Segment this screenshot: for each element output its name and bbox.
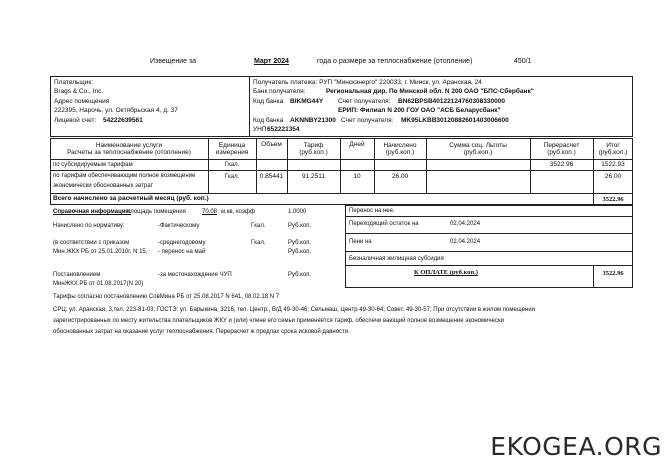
area-text: площадь помещения	[127, 209, 186, 215]
th-total	[593, 139, 633, 159]
fact-rub: Руб.коп.	[288, 223, 312, 229]
row2-volume: 0.85441	[259, 173, 284, 181]
th-tariff-line2: (руб.коп.)	[299, 149, 328, 156]
avg-unit: Гкал.	[251, 240, 266, 246]
avg-label: -среднегодовому	[158, 240, 206, 246]
row1-recalc: 3522.96	[549, 161, 574, 169]
local-label: -за местонахождение ЧУП	[158, 272, 232, 278]
payer-label: Плательщик:	[54, 79, 94, 86]
th-recalc-line2: (руб.коп.)	[547, 149, 576, 156]
footer-line-3: обоснованных затрат на оказание услуг теплоснабжения. Перерасчет ж предлах срока исковой давности.	[53, 329, 350, 335]
unp-value: 652221354	[267, 126, 300, 133]
th-benefit	[426, 139, 530, 159]
grand-total-value: 3522.96	[602, 195, 624, 203]
payer-account-label: Лицевой счет:	[54, 117, 97, 124]
bank-code: BIKMG44Y	[290, 98, 324, 105]
coef-value: 1.0000	[288, 209, 307, 215]
th-charged	[374, 139, 426, 159]
row2-unit: Гкал.	[224, 173, 240, 180]
th-benefit-line1: Сумма соц. Льготы	[449, 141, 507, 149]
bank-code2: AKNNBY21300	[290, 117, 336, 124]
local-rub: Руб.коп.	[288, 272, 312, 278]
th-benefit-line2: (руб.коп.)	[463, 149, 493, 156]
row2-tariff: 91.2511	[301, 173, 325, 181]
overdue-label: Переходящий остаток на	[349, 221, 419, 227]
area-value: 70.08	[202, 209, 218, 215]
right-panel-divider	[345, 265, 633, 266]
th-service-line2: Расчеты за теплоснабжение (отопление)	[67, 149, 191, 156]
header-suffix: года о размере за теплоснабжение (отопление)	[317, 58, 473, 65]
footer-line-2: зарегистрированных по месту жительства плательщиков ЖКУ и (или) члене его семьи применяется тариф, обеспечи вающий полное возмещение экономически	[53, 318, 504, 324]
unp-label: УНП	[253, 126, 267, 133]
recipient-account: BN62BPSB40122124760308330000	[398, 98, 505, 105]
avg-rub: Руб.коп.	[288, 240, 312, 246]
fact-label: -Фактическому	[158, 223, 200, 229]
account2-label: Счет получателя:	[341, 117, 394, 124]
penalty-label: Пени на	[349, 239, 372, 245]
header-number: 450/1	[514, 58, 532, 65]
erip-line: ЕРИП: Филиал N 200 ГОУ ОАО "АСБ Беларусбанк"	[338, 107, 501, 114]
th-tariff-line1: Тариф	[303, 141, 324, 149]
area-unit: м.кв, коэфф	[221, 209, 255, 215]
watermark-logo: EKOGEA.ORG	[490, 432, 662, 461]
th-service-line1: Наименование услуги	[95, 141, 163, 149]
payer-address-label: Адрес помещения	[54, 98, 110, 105]
th-total-line1: Итог	[606, 141, 620, 149]
th-recalc-line1: Перерасчет	[543, 141, 580, 149]
th-days: Дней	[349, 141, 365, 149]
th-recalc	[530, 139, 593, 159]
right-panel-divider	[345, 251, 633, 252]
th-unit	[208, 139, 256, 159]
th-unit-line2: измерения	[215, 149, 249, 156]
subsidy-label: Безналичная жилищная субсидия	[349, 256, 444, 262]
transfer-label: Перенос на нее.	[349, 208, 395, 214]
may-rub: Руб.коп.	[288, 249, 312, 255]
th-service	[50, 139, 208, 159]
th-charged-line2: (руб.коп.)	[385, 149, 415, 156]
fact-unit: Гкал.	[251, 223, 266, 229]
right-panel-divider	[345, 216, 633, 217]
payer-account: 54222639561	[103, 117, 143, 124]
row2-total: 26.00	[604, 173, 622, 181]
info-title: Справочная информация:	[53, 209, 132, 215]
recipient-account2: MK95LKBB30120882601403006600	[401, 117, 509, 124]
row2-service: по тарифам обеспечивающим полное возмещение	[53, 173, 196, 179]
header-period: Март 2024	[254, 58, 289, 65]
table-total-divider	[50, 193, 633, 194]
post-label-2: МинЖКХ РБ от 01.08.2017(N 20)	[53, 281, 144, 287]
right-panel-divider	[345, 233, 633, 234]
grand-total-label: Всего начислено за расчетный месяц (руб. коп.)	[53, 195, 209, 202]
th-volume: Объем	[261, 141, 282, 149]
recipient-line1: Получатель платежа: РУП "Минскэнерго" 220033, г. Минск, ул. Аранская, 24	[253, 79, 482, 86]
top-block-divider	[249, 76, 250, 137]
row1-unit: Гкал.	[224, 161, 240, 168]
tariffs-note: Тарифы согласно постановлению СовМина РБ от 25.08.2017 N 641, 08.02.18 N 7	[53, 294, 280, 300]
right-panel-border	[345, 205, 633, 288]
row2-days: 10	[353, 173, 361, 181]
penalty-date: 02.04.2024	[450, 239, 481, 245]
pay-label: К ОПЛАТЕ (руб.коп.)	[414, 269, 478, 276]
account-label: Счет получателя:	[338, 98, 391, 105]
row1-service: по субсидируемым тарифам	[53, 162, 133, 168]
th-tariff	[287, 139, 340, 159]
row2-service-line2: экономически обоснованных затрат	[53, 183, 154, 189]
may-label: - перенос на май	[158, 249, 206, 255]
row1-total: 1522.93	[601, 161, 625, 169]
th-charged-line1: Начислено	[383, 141, 417, 149]
acc-label-1: (в соответствии с приказом	[53, 240, 130, 246]
bank-code-label: Код банка	[253, 98, 284, 105]
bank-label: Банк получателя:	[253, 88, 306, 95]
pay-value: 3522.96	[602, 270, 624, 278]
acc-label-2: Мин ЖКХ РБ от 25.01.2010г, N 15,	[53, 249, 148, 255]
bank-name: Региональная дир. По Минской обл. N 200 ОАО "БПС-Сбербанк"	[326, 88, 534, 95]
payer-name: Brags & Co., Inc.	[54, 88, 104, 95]
norm-label: Начислено по нормативу:	[53, 223, 125, 229]
th-total-line2: (руб.коп.)	[598, 149, 628, 156]
row2-charged: 26.00	[391, 173, 409, 181]
bank-code2-label: Код банка	[253, 117, 284, 124]
th-unit-line1: Единица	[218, 141, 246, 149]
overdue-date: 02.04.2024	[450, 221, 481, 227]
header-prefix: Извещение за	[150, 58, 197, 65]
payer-address: 222395, Нарочь, ул. Октябрьская 4, д. 37	[54, 107, 178, 114]
footer-line-1: СРЦ: ул. Аранская, 3,тел. 223-81-03; ГОСТЭ: ул. Барыкина, 3216, тел. Центр., В/Д 49-30-46; Сельмаш, Центр 49-30-64; Совет. 49-30-57; При отсутствии в жилом помещении	[53, 307, 536, 313]
post-label-1: Постановлением	[53, 272, 101, 278]
